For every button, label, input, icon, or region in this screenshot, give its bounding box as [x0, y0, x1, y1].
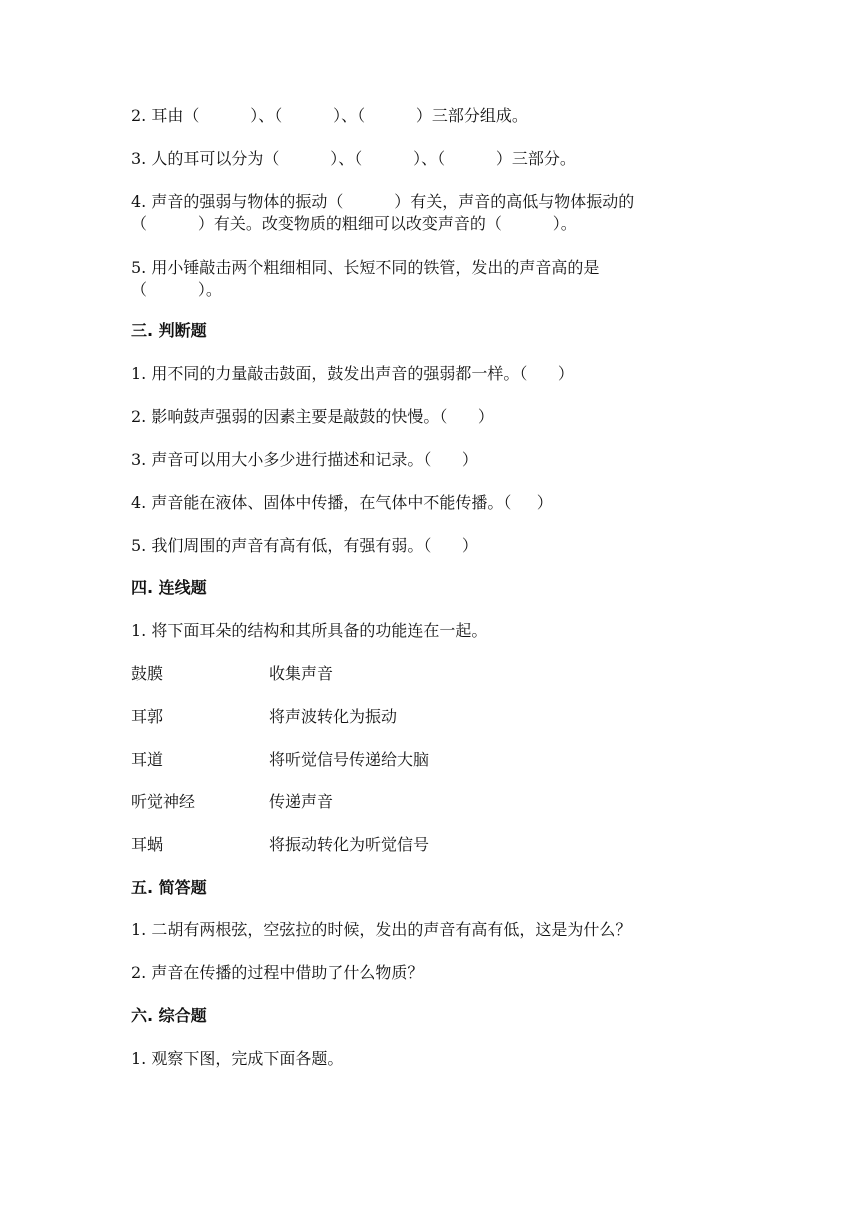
judge-item: 1. 用不同的力量敲击鼓面，鼓发出声音的强弱都一样。（ ） [131, 364, 574, 383]
matching-left-item: 听觉神经 [131, 792, 196, 811]
judge-item: 5. 我们周围的声音有高有低，有强有弱。（ ） [131, 536, 478, 555]
matching-right-item: 传递声音 [269, 792, 334, 811]
fill-blank-q3: 3. 人的耳可以分为（ ）、（ ）、（ ）三部分。 [131, 149, 576, 168]
section-title-short-answer: 五. 简答题 [131, 878, 207, 897]
short-answer-item: 2. 声音在传播的过程中借助了什么物质？ [131, 963, 424, 982]
fill-blank-q4-line1: 4. 声音的强弱与物体的振动（ ）有关，声音的高低与物体振动的 [131, 192, 635, 211]
matching-left-item: 鼓膜 [131, 664, 164, 683]
comprehensive-question: 1. 观察下图，完成下面各题。 [131, 1049, 344, 1068]
fill-blank-q2: 2. 耳由（ ）、（ ）、（ ）三部分组成。 [131, 106, 528, 125]
matching-question: 1. 将下面耳朵的结构和其所具备的功能连在一起。 [131, 621, 488, 640]
matching-right-item: 将听觉信号传递给大脑 [269, 750, 430, 769]
section-title-judge: 三. 判断题 [131, 321, 207, 340]
matching-right-item: 将声波转化为振动 [269, 707, 398, 726]
matching-left-item: 耳郭 [131, 707, 164, 726]
fill-blank-q5-line2: （ ）。 [131, 280, 222, 299]
section-title-matching: 四. 连线题 [131, 578, 207, 597]
fill-blank-q4-line2: （ ）有关。改变物质的粗细可以改变声音的（ ）。 [131, 214, 577, 233]
judge-item: 2. 影响鼓声强弱的因素主要是敲鼓的快慢。（ ） [131, 407, 494, 426]
judge-item: 3. 声音可以用大小多少进行描述和记录。（ ） [131, 450, 478, 469]
matching-right-item: 将振动转化为听觉信号 [269, 835, 430, 854]
matching-left-item: 耳蜗 [131, 835, 164, 854]
matching-right-item: 收集声音 [269, 664, 334, 683]
short-answer-item: 1. 二胡有两根弦，空弦拉的时候，发出的声音有高有低，这是为什么？ [131, 920, 632, 939]
section-title-comprehensive: 六. 综合题 [131, 1006, 207, 1025]
judge-item: 4. 声音能在液体、固体中传播，在气体中不能传播。（ ） [131, 493, 553, 512]
matching-left-item: 耳道 [131, 750, 164, 769]
fill-blank-q5-line1: 5. 用小锤敲击两个粗细相同、长短不同的铁管，发出的声音高的是 [131, 258, 600, 277]
